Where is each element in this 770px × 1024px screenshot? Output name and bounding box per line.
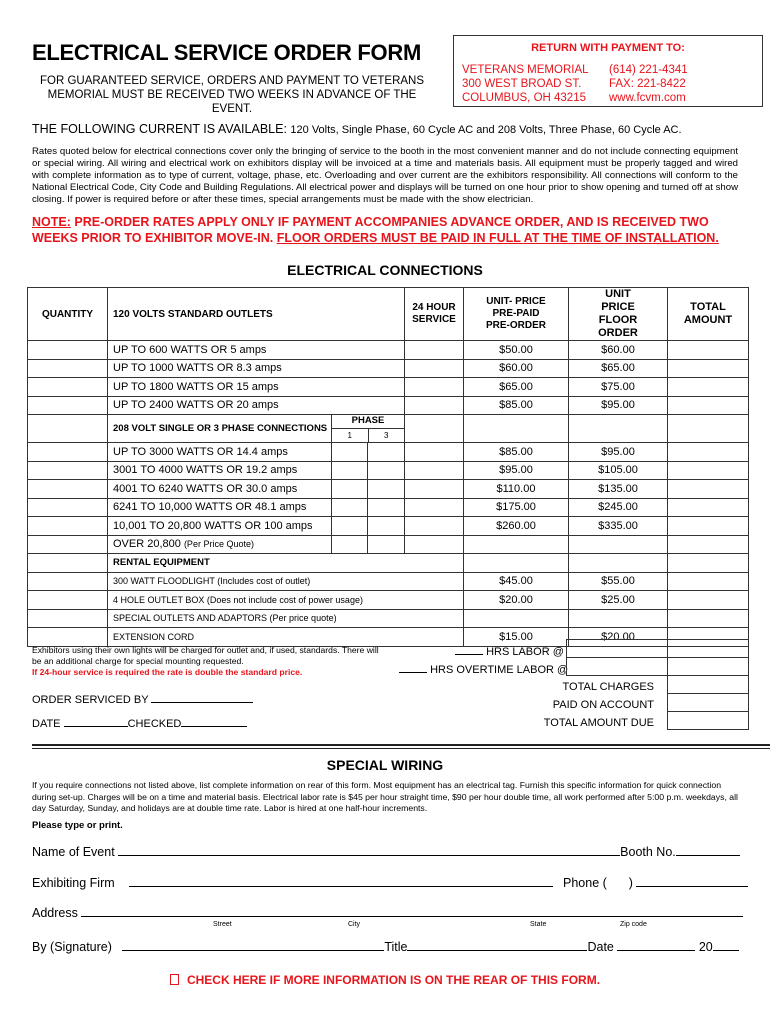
preorder-blank <box>464 535 569 554</box>
phone-input[interactable] <box>636 876 748 887</box>
special-wiring-title: SPECIAL WIRING <box>326 757 444 773</box>
preorder-price: $45.00 <box>464 572 569 591</box>
hrs-labor-text: HRS LABOR @ <box>486 646 564 658</box>
hrs-labor-input[interactable] <box>455 644 483 655</box>
quantity-cell[interactable] <box>28 480 108 499</box>
note-underlined: FLOOR ORDERS MUST BE PAID IN FULL AT THE TIME OF INSTALLATION. <box>276 231 719 245</box>
return-phone: (614) 221-4341 <box>609 64 688 76</box>
service-cell[interactable] <box>405 359 464 378</box>
header-floor-price: UNIT PRICE FLOOR ORDER <box>569 288 668 341</box>
form-subtitle: FOR GUARANTEED SERVICE, ORDERS AND PAYMENT TO VETERANS MEMORIAL MUST BE RECEIVED TWO WEEKS IN ADVANCE OF THE EVENT. <box>39 75 425 115</box>
preorder-blank <box>464 554 569 573</box>
signature-label: By (Signature) <box>32 940 112 954</box>
rental-label: SPECIAL OUTLETS AND ADAPTORS (Per price quote) <box>108 609 464 628</box>
header-preorder-price: UNIT- PRICE PRE-PAID PRE-ORDER <box>464 288 569 341</box>
zip-caption: Zip code <box>620 921 647 928</box>
quantity-cell[interactable] <box>28 461 108 480</box>
floor-price: $55.00 <box>569 572 668 591</box>
paid-on-account-label: PAID ON ACCOUNT <box>552 699 654 711</box>
own-lights-note <box>32 645 382 678</box>
floor-blank <box>569 554 668 573</box>
phase-header-row <box>28 415 749 443</box>
phase-1-cell[interactable] <box>332 461 368 480</box>
over-row <box>28 535 749 554</box>
address-row <box>32 906 743 920</box>
return-address-box <box>453 35 763 107</box>
rear-info-text: CHECK HERE IF MORE INFORMATION IS ON THE REAR OF THIS FORM. <box>186 973 601 987</box>
total-cell[interactable] <box>668 396 749 415</box>
floor-price: $25.00 <box>569 591 668 610</box>
sig-date-input[interactable] <box>617 940 695 951</box>
total-amount-due-label: TOTAL AMOUNT DUE <box>543 717 654 729</box>
outlet-row <box>28 341 749 360</box>
total-charges-cell[interactable] <box>667 675 749 694</box>
street-caption: Street <box>213 921 232 928</box>
quantity-cell[interactable] <box>28 591 108 610</box>
date-checked-row <box>32 716 247 730</box>
service-cell <box>405 415 464 443</box>
floor-price: $95.00 <box>569 396 668 415</box>
outlet-label: UP TO 1800 WATTS OR 15 amps <box>108 378 405 397</box>
preorder-price: $65.00 <box>464 378 569 397</box>
floor-price: $335.00 <box>569 517 668 536</box>
service-cell[interactable] <box>405 461 464 480</box>
quantity-cell[interactable] <box>28 517 108 536</box>
total-cell[interactable] <box>668 554 749 573</box>
preorder-price: $85.00 <box>464 443 569 462</box>
total-cell[interactable] <box>668 378 749 397</box>
checked-input[interactable] <box>181 716 247 727</box>
labor-rate-cell[interactable] <box>566 639 668 658</box>
signature-row <box>32 940 739 954</box>
own-lights-text: Exhibitors using their own lights will be charged for outlet and, if used, standards. There will be an additional charge for special mounting requested. <box>32 645 379 666</box>
quantity-cell[interactable] <box>28 378 108 397</box>
rental-label: 4 HOLE OUTLET BOX (Does not include cost of power usage) <box>108 591 464 610</box>
note-label: NOTE: <box>32 215 71 229</box>
current-available <box>32 122 682 136</box>
date-input[interactable] <box>64 716 128 727</box>
quantity-cell[interactable] <box>28 628 108 647</box>
quantity-cell[interactable] <box>28 443 108 462</box>
phase-1-cell[interactable] <box>332 443 368 462</box>
title-label: Title <box>384 940 408 954</box>
preorder-price: $95.00 <box>464 461 569 480</box>
overtime-labor-text: HRS OVERTIME LABOR @ <box>430 664 569 676</box>
floor-price: $60.00 <box>569 341 668 360</box>
floor-price: $75.00 <box>569 378 668 397</box>
rental-label: EXTENSION CORD <box>108 628 464 647</box>
floor-blank <box>569 415 668 443</box>
preorder-blank <box>464 415 569 443</box>
phase-3-cell[interactable] <box>368 480 405 499</box>
event-row <box>32 845 740 859</box>
quantity-cell[interactable] <box>28 359 108 378</box>
total-charges-label: TOTAL CHARGES <box>562 681 654 693</box>
preorder-note <box>32 214 742 246</box>
total-cell[interactable] <box>668 572 749 591</box>
service-cell[interactable] <box>405 498 464 517</box>
header-total-amount: TOTAL AMOUNT <box>668 288 749 341</box>
phase-row-label: 4001 TO 6240 WATTS OR 30.0 amps <box>108 480 332 499</box>
quantity-cell[interactable] <box>28 554 108 573</box>
event-label: Name of Event <box>32 845 115 859</box>
floor-price: $105.00 <box>569 461 668 480</box>
rental-header-row <box>28 554 749 573</box>
rates-paragraph: Rates quoted below for electrical connections cover only the bringing of service to the booth in the most convenient manner and do not include connecting equipment or special wiring. All wiring and electrical work on exhibitors display will be invoiced at a time and materials basis. All equipment must be properly tagged and wired with complete information as to type of current, voltage, phase, etc. Overloading and over current are the exhibitors responsibility. All connections will conform to the National Electrical Code, City Code and Building Regulations. All electrical power and displays will be turned on one hour prior to show opening and turned off at show closing. If power is required before or after these times, special arrangements must be made with the show electrician. <box>32 146 738 205</box>
year-input[interactable] <box>713 940 739 951</box>
phase-3-cell[interactable] <box>368 517 405 536</box>
total-cell[interactable] <box>668 341 749 360</box>
floor-blank <box>569 535 668 554</box>
title-input[interactable] <box>407 940 587 951</box>
floor-price: $20.00 <box>569 628 668 647</box>
total-cell[interactable] <box>668 359 749 378</box>
phase-3-cell[interactable] <box>368 498 405 517</box>
over-text: OVER 20,800 <box>113 538 181 551</box>
firm-input[interactable] <box>129 876 553 887</box>
phase-row-label: UP TO 3000 WATTS OR 14.4 amps <box>108 443 332 462</box>
total-amount-due-cell[interactable] <box>667 711 749 730</box>
quantity-cell[interactable] <box>28 415 108 443</box>
service-cell[interactable] <box>405 396 464 415</box>
preorder-price: $260.00 <box>464 517 569 536</box>
preorder-price: $20.00 <box>464 591 569 610</box>
header-quantity: QUANTITY <box>28 288 108 341</box>
serviced-by-label: ORDER SERVICED BY <box>32 694 149 706</box>
section-divider <box>32 744 770 749</box>
signature-input[interactable] <box>122 940 384 951</box>
address-input[interactable] <box>81 906 743 917</box>
total-cell[interactable] <box>668 480 749 499</box>
total-cell[interactable] <box>668 415 749 443</box>
outlet-label: UP TO 2400 WATTS OR 20 amps <box>108 396 405 415</box>
phase-1-label: 1 <box>332 429 369 442</box>
event-input[interactable] <box>118 845 620 856</box>
floor-price <box>569 609 668 628</box>
quantity-cell[interactable] <box>28 396 108 415</box>
date-label: DATE <box>32 718 61 730</box>
phase-header-label: 208 VOLT SINGLE OR 3 PHASE CONNECTIONS <box>108 415 332 443</box>
phase-3-label: 3 <box>384 431 389 440</box>
phase-row-label: 10,001 TO 20,800 WATTS OR 100 amps <box>108 517 332 536</box>
phase-row-label: 6241 TO 10,000 WATTS OR 48.1 amps <box>108 498 332 517</box>
note-text: PRE-ORDER RATES APPLY ONLY IF PAYMENT ACCOMPANIES ADVANCE ORDER, AND IS RECEIVED TWO WEEKS PRIOR TO EXHIBITOR MOVE-IN. <box>32 215 709 245</box>
form-title: ELECTRICAL SERVICE ORDER FORM <box>32 40 421 65</box>
service-cell[interactable] <box>405 443 464 462</box>
over-note: (Per Price Quote) <box>183 539 254 550</box>
over-label <box>108 535 332 554</box>
preorder-price: $60.00 <box>464 359 569 378</box>
address-label: Address <box>32 906 78 920</box>
booth-label: Booth No. <box>620 845 676 859</box>
floor-price: $135.00 <box>569 480 668 499</box>
floor-price: $245.00 <box>569 498 668 517</box>
firm-row <box>32 876 748 890</box>
overtime-amount-cell[interactable] <box>667 657 749 676</box>
phase-3-cell[interactable] <box>368 535 405 554</box>
preorder-price <box>464 609 569 628</box>
total-cell[interactable] <box>668 591 749 610</box>
quantity-cell[interactable] <box>28 498 108 517</box>
quantity-cell[interactable] <box>28 609 108 628</box>
return-city: COLUMBUS, OH 43215 <box>462 92 586 104</box>
outlet-row <box>28 359 749 378</box>
phase-row-label: 3001 TO 4000 WATTS OR 19.2 amps <box>108 461 332 480</box>
phone-label: Phone ( <box>563 876 607 890</box>
preorder-price: $15.00 <box>464 628 569 647</box>
phase-row <box>28 498 749 517</box>
total-cell[interactable] <box>668 609 749 628</box>
preorder-price: $85.00 <box>464 396 569 415</box>
outlet-row <box>28 378 749 397</box>
total-cell[interactable] <box>668 517 749 536</box>
phone-close: ) <box>628 876 633 890</box>
floor-price: $65.00 <box>569 359 668 378</box>
order-serviced-by <box>32 692 253 706</box>
header-outlets: 120 VOLTS STANDARD OUTLETS <box>108 288 405 341</box>
phase-row <box>28 443 749 462</box>
overtime-hrs-input[interactable] <box>399 662 427 673</box>
please-type-note: Please type or print. <box>32 820 123 831</box>
phase-3-cell[interactable] <box>368 443 405 462</box>
outlet-label: UP TO 600 WATTS OR 5 amps <box>108 341 405 360</box>
rear-info-check <box>0 973 770 987</box>
service-cell[interactable] <box>405 517 464 536</box>
year-label: 20 <box>698 940 713 954</box>
overtime-labor-label <box>399 662 568 676</box>
phase-1-cell[interactable] <box>332 480 368 499</box>
overtime-rate-cell[interactable] <box>566 657 668 676</box>
checked-label: CHECKED <box>127 718 182 730</box>
special-wiring-text: If you require connections not listed above, list complete information on rear of this form. Most equipment has an electrical tag. Furnish this specific information for quick connection during set-up. Charges will be on a time and material basis. Electrical labor rate is $45 per hour straight time, $90 per hour double time, all work performed after 5:00 p.m. weekdays, all day Saturday, Sunday, and holidays are at double time rate. Labor is hired at one half-hour increments. <box>32 780 738 813</box>
labor-amount-cell[interactable] <box>667 639 749 658</box>
current-value: 120 Volts, Single Phase, 60 Cycle AC and 208 Volts, Three Phase, 60 Cycle AC. <box>290 124 682 136</box>
quantity-cell[interactable] <box>28 341 108 360</box>
phase-1-cell[interactable] <box>332 517 368 536</box>
return-heading: RETURN WITH PAYMENT TO: <box>531 42 685 54</box>
sig-date-label: Date <box>587 940 614 954</box>
total-cell[interactable] <box>668 443 749 462</box>
outlet-row <box>28 396 749 415</box>
header-24hr-service: 24 HOUR SERVICE <box>405 288 464 341</box>
firm-label: Exhibiting Firm <box>32 876 115 890</box>
phase-row <box>28 461 749 480</box>
quantity-cell[interactable] <box>28 535 108 554</box>
phase-row <box>28 517 749 536</box>
phase-row <box>28 480 749 499</box>
rear-info-checkbox[interactable] <box>170 974 179 985</box>
phase-header <box>332 415 405 443</box>
paid-on-account-cell[interactable] <box>667 693 749 712</box>
rental-row <box>28 591 749 610</box>
total-cell[interactable] <box>668 535 749 554</box>
hrs-labor-label <box>455 644 564 658</box>
total-cell[interactable] <box>668 461 749 480</box>
service-cell[interactable] <box>405 535 464 554</box>
current-label: THE FOLLOWING CURRENT IS AVAILABLE: <box>32 122 287 136</box>
preorder-price: $110.00 <box>464 480 569 499</box>
service-cell[interactable] <box>405 341 464 360</box>
rental-row <box>28 572 749 591</box>
phase-label: PHASE <box>332 415 404 429</box>
phase-1-cell[interactable] <box>332 535 368 554</box>
total-cell[interactable] <box>668 498 749 517</box>
return-fax: FAX: 221-8422 <box>609 78 686 90</box>
service-cell[interactable] <box>405 378 464 397</box>
phase-1-cell[interactable] <box>332 498 368 517</box>
quantity-cell[interactable] <box>28 572 108 591</box>
connections-table <box>27 287 749 647</box>
serviced-by-input[interactable] <box>151 692 253 703</box>
outlet-label: UP TO 1000 WATTS OR 8.3 amps <box>108 359 405 378</box>
city-caption: City <box>348 921 361 928</box>
rental-row <box>28 609 749 628</box>
connections-title: ELECTRICAL CONNECTIONS <box>287 262 483 278</box>
rental-label: 300 WATT FLOODLIGHT (Includes cost of outlet) <box>108 572 464 591</box>
double-rate-note: If 24-hour service is required the rate is double the standard price. <box>32 667 303 677</box>
return-street: 300 WEST BROAD ST. <box>462 78 582 90</box>
return-website[interactable]: www.fcvm.com <box>609 92 686 104</box>
state-caption: State <box>530 921 547 928</box>
return-name: VETERANS MEMORIAL <box>462 64 589 76</box>
phase-3-cell[interactable] <box>368 461 405 480</box>
preorder-price: $175.00 <box>464 498 569 517</box>
floor-price: $95.00 <box>569 443 668 462</box>
booth-input[interactable] <box>676 845 740 856</box>
service-cell[interactable] <box>405 480 464 499</box>
rental-header: RENTAL EQUIPMENT <box>108 554 464 573</box>
preorder-price: $50.00 <box>464 341 569 360</box>
